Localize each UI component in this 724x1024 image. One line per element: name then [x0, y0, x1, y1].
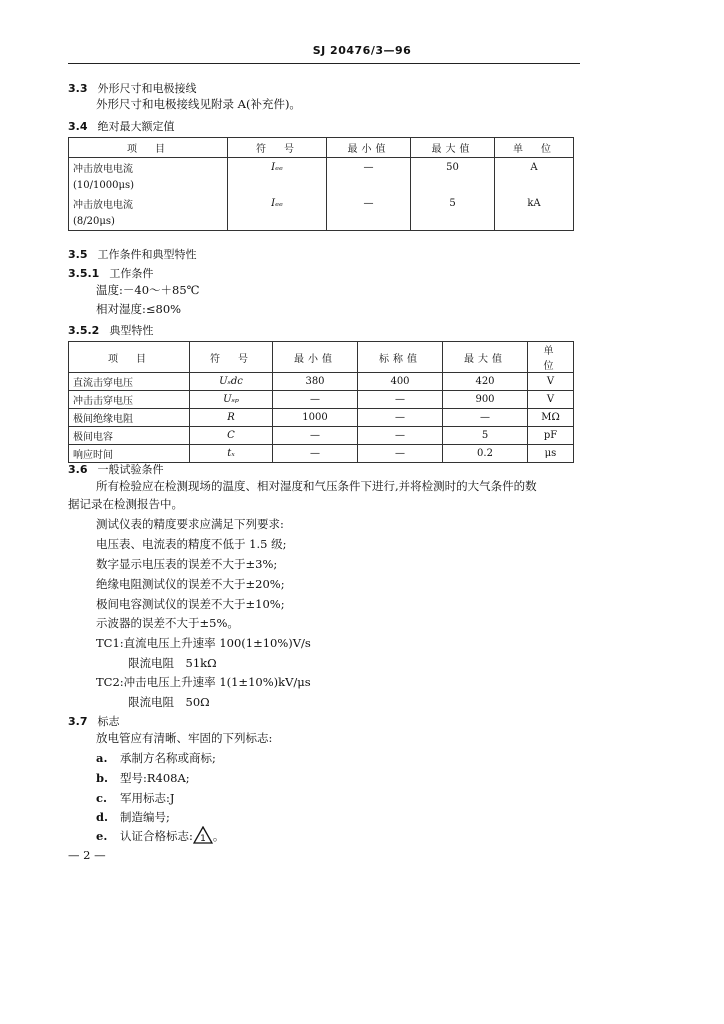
marking-item: [96, 826, 224, 849]
item-cell: 极间电容: [69, 427, 190, 445]
symbol-cell: R: [190, 409, 273, 427]
tc2-line: TC2:冲击电压上升速率 1(1±10%)kV/μs: [96, 675, 311, 689]
nom-cell: —: [358, 391, 443, 409]
min-cell: 1000: [273, 409, 358, 427]
col-nom: 标称值: [358, 342, 443, 373]
max-cell: 900: [443, 391, 528, 409]
nom-cell: —: [358, 445, 443, 463]
item-text: 承制方名称或商标;: [120, 751, 216, 765]
certification-mark-number: 1: [200, 834, 206, 844]
item-letter: b.: [96, 771, 109, 785]
section-number: 3.3: [68, 82, 88, 95]
section-number: 3.5.1: [68, 267, 100, 280]
section-title: 绝对最大额定值: [97, 120, 175, 133]
section-title: 一般试验条件: [97, 463, 164, 476]
test-conditions-paragraph-1: 所有检验应在检测现场的温度、相对湿度和气压条件下进行,并将检测时的大气条件的数: [96, 479, 537, 493]
certification-triangle-icon: [193, 826, 213, 849]
section-3-5-heading: [68, 246, 197, 262]
marking-item: [96, 789, 174, 807]
tc1-line: TC1:直流电压上升速率 100(1±10%)V/s: [96, 636, 311, 650]
marking-item: [96, 808, 170, 826]
col-unit: 单 位: [495, 138, 574, 158]
item-cell: 极间绝缘电阻: [69, 409, 190, 427]
nom-cell: 400: [358, 373, 443, 391]
table-row: [69, 176, 574, 194]
col-symbol: 符 号: [190, 342, 273, 373]
unit-cell: MΩ: [528, 409, 574, 427]
unit-cell: V: [528, 391, 574, 409]
item-text: 型号:R408A;: [120, 771, 190, 785]
max-cell: 50: [411, 158, 495, 177]
max-cell: 0.2: [443, 445, 528, 463]
symbol-cell: Uₛₚ: [190, 391, 273, 409]
symbol-cell: Iₑₑ: [228, 158, 327, 177]
section-title: 工作条件: [109, 267, 154, 280]
col-item: 项 目: [69, 342, 190, 373]
symbol-cell: Uₛdc: [190, 373, 273, 391]
item-cell: 响应时间: [69, 445, 190, 463]
table-row: [69, 427, 574, 445]
section-3-3-heading: [68, 80, 197, 96]
marking-intro: 放电管应有清晰、牢固的下列标志:: [96, 731, 273, 745]
instrument-requirement-line: 示波器的误差不大于±5%。: [96, 616, 239, 630]
humidity-line: 相对湿度:≤80%: [96, 302, 182, 316]
section-title: 工作条件和典型特性: [97, 248, 197, 261]
max-ratings-table: [68, 137, 574, 231]
min-cell: —: [327, 194, 411, 212]
item-letter: d.: [96, 810, 109, 824]
section-3-3-text: 外形尺寸和电极接线见附录 A(补充件)。: [96, 97, 301, 111]
max-cell: 5: [411, 194, 495, 212]
section-title: 标志: [97, 715, 120, 728]
nom-cell: —: [358, 427, 443, 445]
unit-cell: μs: [528, 445, 574, 463]
section-3-5-2-heading: [68, 322, 153, 338]
marking-item: [96, 749, 216, 767]
header-rule: [68, 63, 580, 64]
typical-characteristics-table: [68, 341, 574, 463]
tc1-resistor-line: 限流电阻 51kΩ: [128, 656, 217, 670]
test-conditions-paragraph-2: 据记录在检测报告中。: [68, 497, 183, 511]
col-unit: 单 位: [528, 342, 574, 373]
table-row: [69, 373, 574, 391]
instrument-requirement-line: 极间电容测试仪的误差不大于±10%;: [96, 597, 285, 611]
tc2-resistor-line: 限流电阻 50Ω: [128, 695, 210, 709]
section-number: 3.5: [68, 248, 88, 261]
table-row: [69, 445, 574, 463]
section-number: 3.7: [68, 715, 88, 728]
page-number: — 2 —: [68, 848, 106, 862]
item-letter: c.: [96, 791, 108, 805]
item-cell: 冲击放电电流: [69, 194, 228, 212]
min-cell: —: [327, 158, 411, 177]
table-row: [69, 409, 574, 427]
min-cell: 380: [273, 373, 358, 391]
instrument-requirement-line: 数字显示电压表的误差不大于±3%;: [96, 557, 278, 571]
section-3-5-1-heading: [68, 265, 153, 281]
item-letter: a.: [96, 751, 108, 765]
nom-cell: —: [358, 409, 443, 427]
symbol-cell: C: [190, 427, 273, 445]
section-3-6-heading: [68, 461, 164, 477]
max-cell: 420: [443, 373, 528, 391]
unit-cell: kA: [495, 194, 574, 212]
unit-cell: V: [528, 373, 574, 391]
table-row: [69, 194, 574, 212]
unit-cell: pF: [528, 427, 574, 445]
section-title: 外形尺寸和电极接线: [97, 82, 197, 95]
col-min: 最小值: [273, 342, 358, 373]
instrument-requirement-line: 电压表、电流表的精度不低于 1.5 级;: [96, 537, 287, 551]
max-cell: 5: [443, 427, 528, 445]
table-header-row: [69, 342, 574, 373]
section-title: 典型特性: [109, 324, 154, 337]
col-max: 最大值: [443, 342, 528, 373]
min-cell: —: [273, 427, 358, 445]
unit-cell: A: [495, 158, 574, 177]
col-item: 项 目: [69, 138, 228, 158]
section-3-4-heading: [68, 118, 175, 134]
symbol-cell: Iₑₑ: [228, 194, 327, 212]
min-cell: —: [273, 391, 358, 409]
table-row: [69, 212, 574, 231]
symbol-cell: tₓ: [190, 445, 273, 463]
item-cell: 直流击穿电压: [69, 373, 190, 391]
item-end-punctuation: 。: [212, 829, 225, 843]
item-cell: 冲击放电电流: [69, 158, 228, 177]
table-row: [69, 158, 574, 177]
document-code: SJ 20476/3—96: [312, 44, 412, 57]
col-symbol: 符 号: [228, 138, 327, 158]
item-sub-cell: (8/20μs): [69, 212, 228, 231]
item-sub-cell: (10/1000μs): [69, 176, 228, 194]
min-cell: —: [273, 445, 358, 463]
table-header-row: [69, 138, 574, 158]
table-row: [69, 391, 574, 409]
section-number: 3.5.2: [68, 324, 100, 337]
item-letter: e.: [96, 829, 108, 843]
instrument-requirement-line: 测试仪表的精度要求应满足下列要求:: [96, 517, 284, 531]
item-cell: 冲击击穿电压: [69, 391, 190, 409]
item-text: 制造编号;: [120, 810, 170, 824]
max-cell: —: [443, 409, 528, 427]
section-number: 3.4: [68, 120, 88, 133]
col-min: 最小值: [327, 138, 411, 158]
section-3-7-heading: [68, 713, 120, 729]
temperature-line: 温度:－40～＋85℃: [96, 283, 200, 297]
item-text: 认证合格标志:: [120, 829, 193, 843]
section-number: 3.6: [68, 463, 88, 476]
col-max: 最大值: [411, 138, 495, 158]
item-text: 军用标志:J: [120, 791, 175, 805]
marking-item: [96, 769, 190, 787]
instrument-requirement-line: 绝缘电阻测试仪的误差不大于±20%;: [96, 577, 285, 591]
